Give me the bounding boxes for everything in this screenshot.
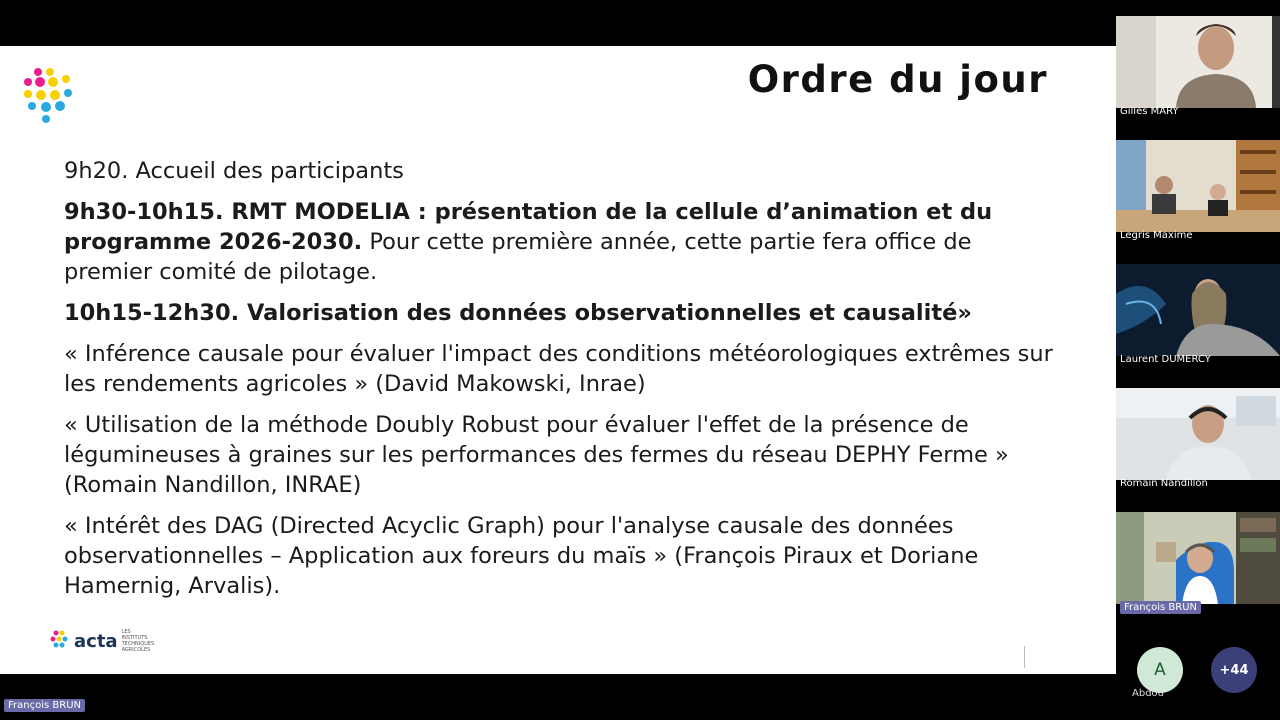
acta-logo [50, 628, 156, 654]
video-feed [1116, 264, 1280, 356]
agenda-item: 9h30-10h15. RMT MODELIA : présentation de la cellule d’animation et du programme 2026-2030. Pour cette première année, cette partie fera office de premier comité de pilotage. [64, 199, 993, 285]
participant-name: Romain Nandillon [1120, 478, 1208, 489]
participant-tile[interactable] [1116, 16, 1280, 117]
acta-tagline: LES INSTITUTS TECHNIQUES AGRICOLES [121, 629, 155, 653]
avatar-name: Abdou [1132, 688, 1164, 699]
participant-tile[interactable] [1116, 140, 1280, 241]
agenda-item: 10h15-12h30. Valorisation des données observationnelles et causalité» [64, 300, 972, 326]
participant-tile[interactable] [1116, 512, 1280, 613]
video-feed [1116, 140, 1280, 232]
participant-tile[interactable] [1116, 388, 1280, 489]
shared-slide [0, 46, 1116, 674]
video-feed [1116, 16, 1280, 108]
presenter-name-tag: François BRUN [4, 699, 85, 712]
agenda-list [64, 156, 1054, 612]
participant-name: François BRUN [1120, 601, 1201, 614]
acta-dots-icon [50, 629, 72, 653]
slide-title: Ordre du jour [747, 58, 1048, 101]
participant-avatar[interactable] [1137, 647, 1183, 693]
more-participants-button[interactable] [1211, 647, 1257, 693]
agenda-item: 9h20. Accueil des participants [64, 158, 404, 184]
slide-divider [1024, 646, 1025, 668]
participant-name: Gilles MARY [1120, 106, 1179, 117]
modelia-logo-icon [20, 66, 90, 141]
participant-name: Legris Maxime [1120, 230, 1193, 241]
more-count: +44 [1219, 662, 1249, 678]
avatar-initial: A [1154, 660, 1166, 680]
video-feed [1116, 388, 1280, 480]
participant-name: Laurent DUMERCY [1120, 354, 1211, 365]
agenda-item: « Utilisation de la méthode Doubly Robust pour évaluer l'effet de la présence de légumineuses à graines sur les performances des fermes du réseau DEPHY Ferme » (Romain Nandillon, INRAE) [64, 412, 1009, 498]
agenda-item: « Inférence causale pour évaluer l'impact des conditions météorologiques extrêmes sur les rendements agricoles » (David Makowski, Inrae) [64, 341, 1053, 397]
agenda-item: « Intérêt des DAG (Directed Acyclic Graph) pour l'analyse causale des données observationnelles – Application aux foreurs du maïs » (François Piraux et Doriane Hamernig, Arvalis). [64, 513, 979, 599]
participant-tile[interactable] [1116, 264, 1280, 365]
video-feed [1116, 512, 1280, 604]
acta-wordmark: acta [74, 630, 118, 652]
